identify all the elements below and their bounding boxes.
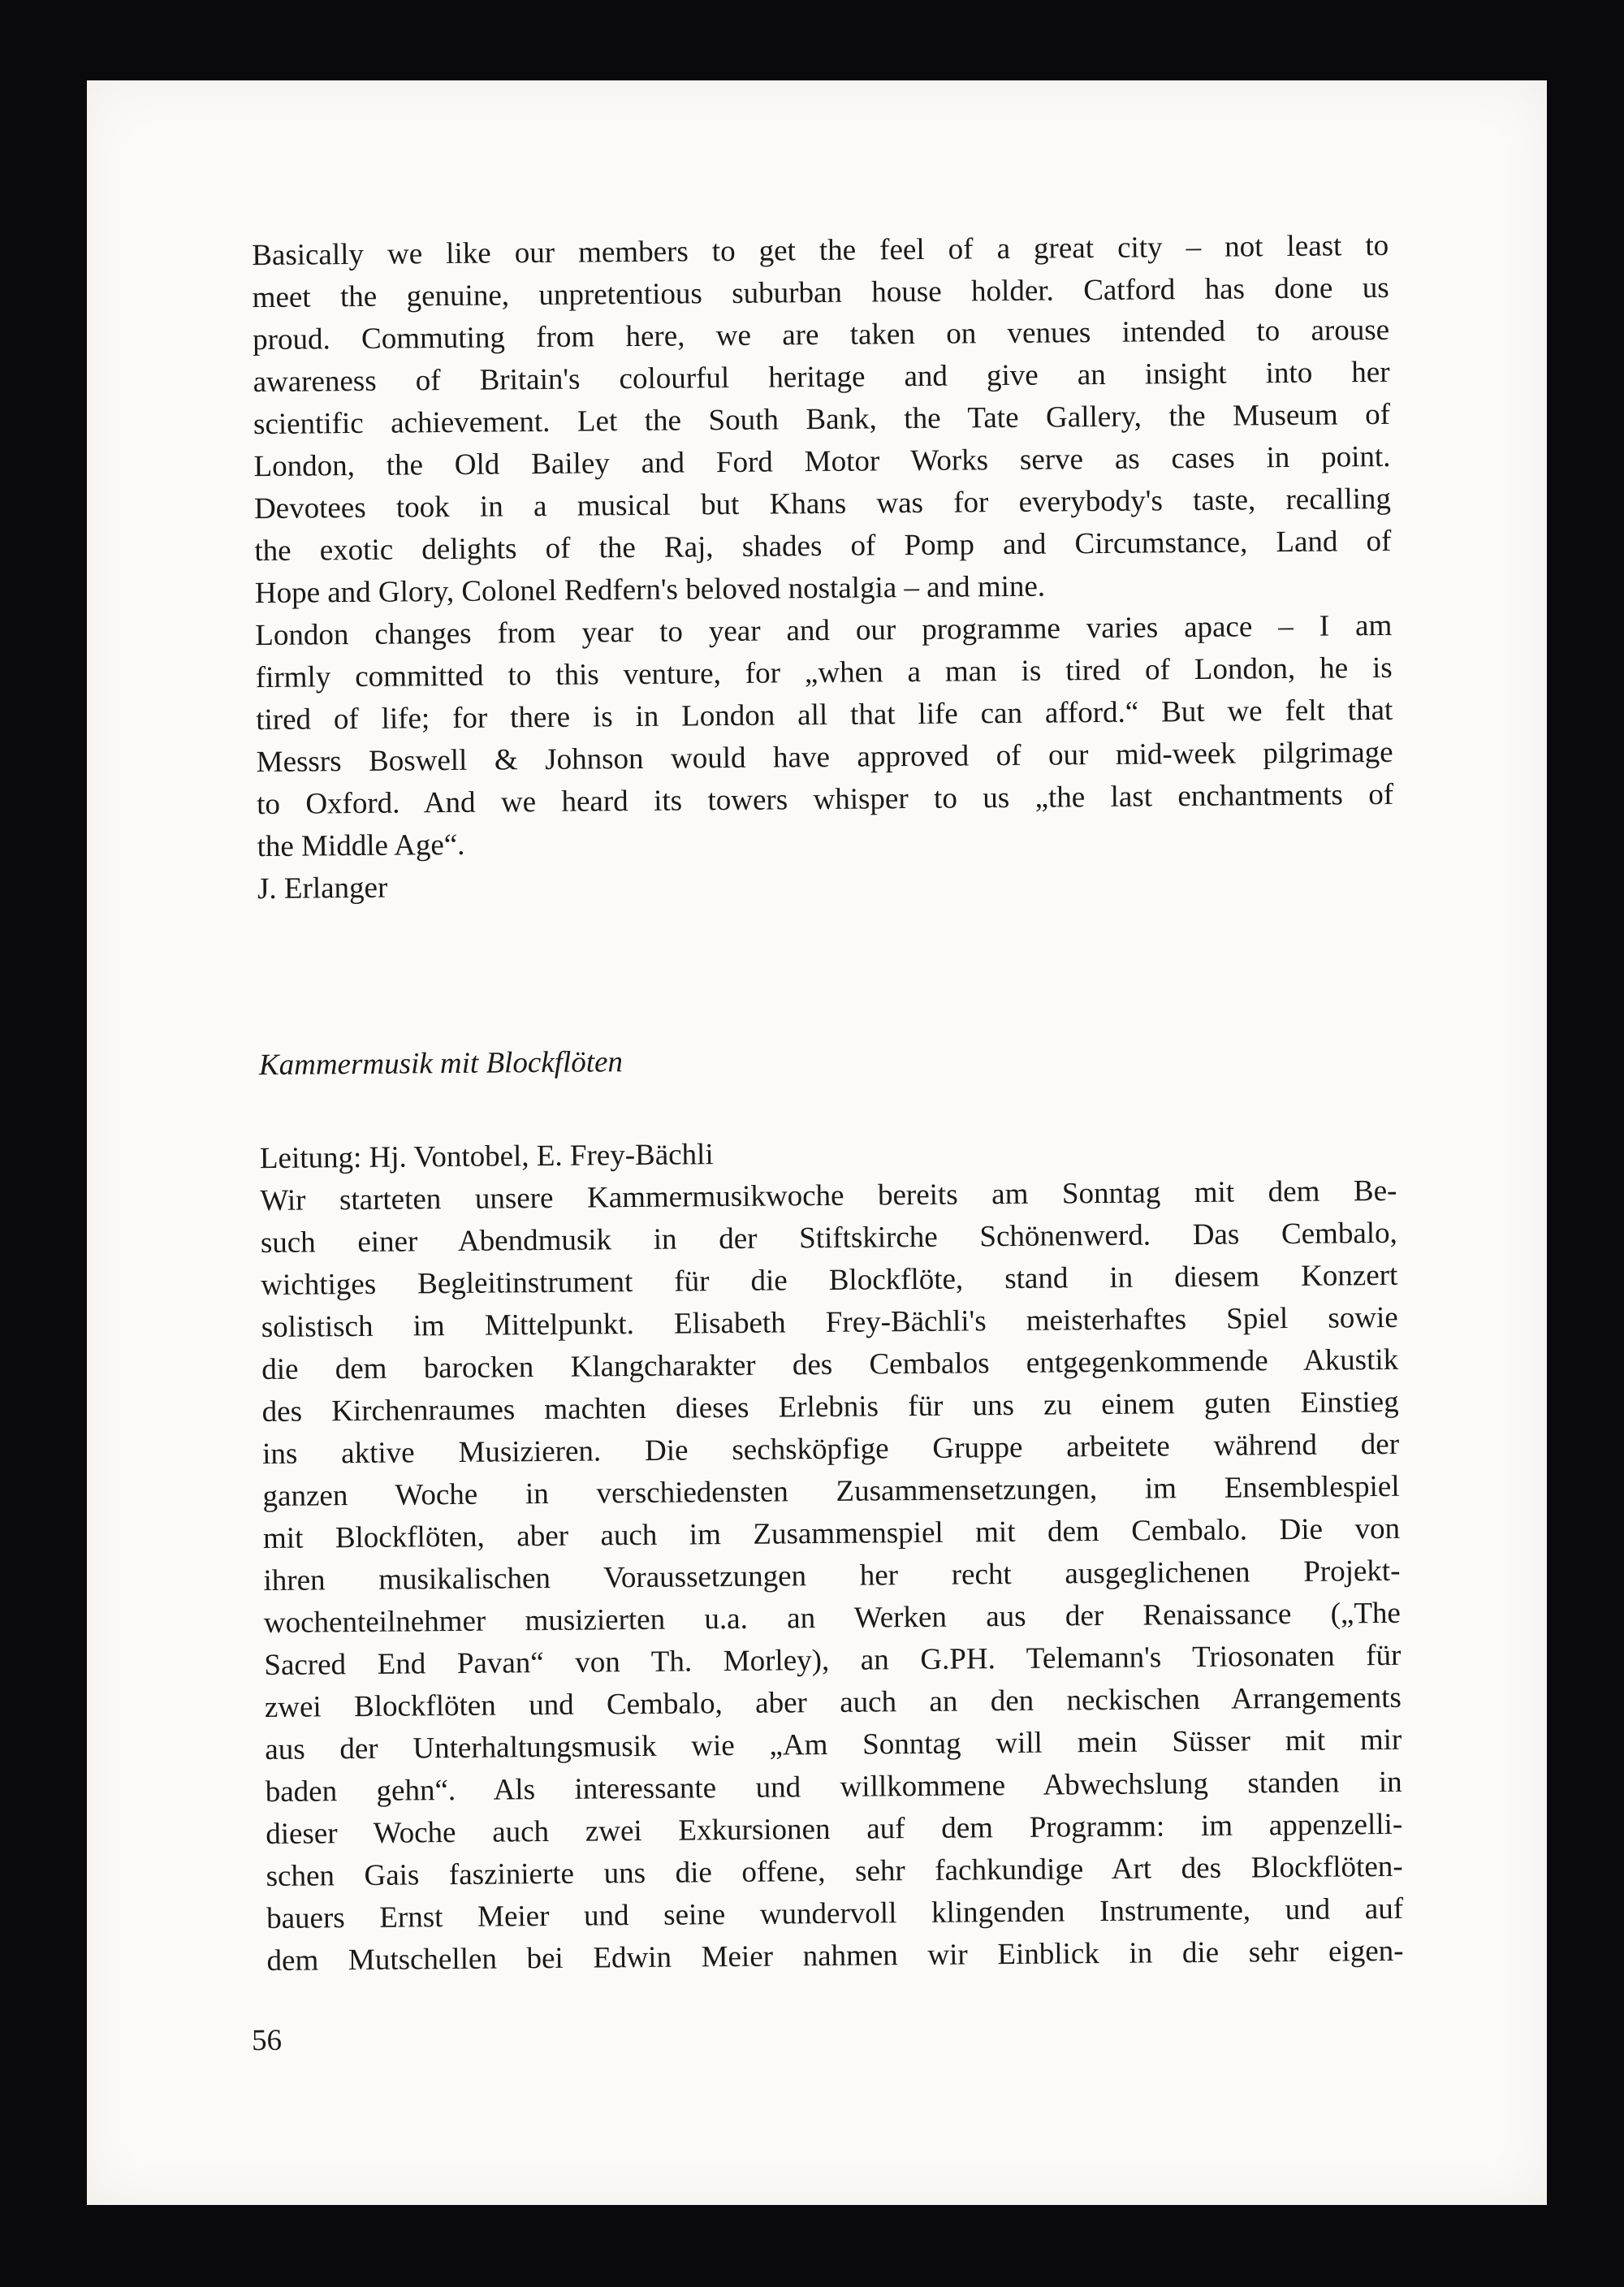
text-line: such einer Abendmusik in der Stiftskirche Schönenwerd. Das Cembalo, (260, 1216, 1397, 1260)
text-line: mit Blockflöten, aber auch im Zusammenspiel mit dem Cembalo. Die von (262, 1511, 1401, 1556)
author-signature: J. Erlanger (257, 871, 388, 906)
page-content (252, 225, 1404, 1982)
section-byline: Leitung: Hj. Vontobel, E. Frey-Bächli (259, 1138, 714, 1176)
text-line: tired of life; for there is in London all that life can afford.“ But we felt that (256, 693, 1393, 737)
text-line: Devotees took in a musical but Khans was for everybody's taste, recalling (253, 482, 1392, 526)
text-line: awareness of Britain's colourful heritage and give an insight into her (253, 355, 1390, 400)
text-line: to Oxford. And we heard its towers whisper to us „the last enchantments of (256, 777, 1394, 822)
page-number: 56 (251, 2023, 283, 2058)
text-line: zwei Blockflöten und Cembalo, aber auch an den neckischen Arrangements (264, 1680, 1402, 1725)
text-line: aus der Unterhaltungsmusik wie „Am Sonntag will mein Süsser mit mir (265, 1723, 1402, 1767)
text-line: the exotic delights of the Raj, shades of Pomp and Circumstance, Land of (254, 524, 1392, 569)
text-line: Sacred End Pavan“ von Th. Morley), an G.PH. Telemann's Triosonaten für (264, 1638, 1402, 1683)
text-line: proud. Commuting from here, we are taken on venues intended to arouse (252, 313, 1390, 357)
text-line: bauers Ernst Meier und seine wundervoll klingenden Instrumente, und auf (266, 1891, 1404, 1936)
text-line: London, the Old Bailey and Ford Motor Works serve as cases in point. (253, 439, 1391, 484)
text-line: London changes from year to year and our programme varies apace – I am (255, 608, 1393, 653)
text-line: ihren musikalischen Voraussetzungen her recht ausgeglichenen Projekt- (263, 1554, 1401, 1598)
text-line: ganzen Woche in verschiedensten Zusammensetzungen, im Ensemblespiel (262, 1469, 1400, 1514)
german-report-paragraph (260, 1170, 1404, 1982)
text-line: die dem barocken Klangcharakter des Cembalos entgegenkommende Akustik (261, 1342, 1399, 1387)
text-line: scientific achievement. Let the South Bank, the Tate Gallery, the Museum of (253, 397, 1391, 442)
text-line: wochenteilnehmer musizierten u.a. an Werken aus der Renaissance („The (263, 1596, 1402, 1641)
text-line: Hope and Glory, Colonel Redfern's beloved nostalgia – and mine. (254, 569, 1046, 611)
book-page (87, 80, 1547, 2205)
text-line: firmly committed to this venture, for „when a man is tired of London, he is (255, 651, 1393, 695)
english-report-paragraph (252, 225, 1394, 868)
text-line: wichtiges Begleitinstrument für die Blockflöte, stand in diesem Konzert (261, 1258, 1398, 1303)
text-line: schen Gais faszinierte uns die offene, sehr fachkundige Art des Blockflöten- (266, 1849, 1403, 1894)
section-heading: Kammermusik mit Blockflöten (258, 1045, 624, 1083)
text-line: baden gehn“. Als interessante und willkommene Abwechslung standen in (265, 1765, 1402, 1809)
text-line: des Kirchenraumes machten dieses Erlebnis für uns zu einem guten Einstieg (261, 1385, 1399, 1429)
text-line: ins aktive Musizieren. Die sechsköpfige Gruppe arbeitete während der (261, 1427, 1400, 1472)
text-line: meet the genuine, unpretentious suburban house holder. Catford has done us (252, 270, 1389, 315)
text-line: Wir starteten unsere Kammermusikwoche bereits am Sonntag mit dem Be- (260, 1174, 1397, 1218)
text-line: dem Mutschellen bei Edwin Meier nahmen wir Einblick in die sehr eigen- (266, 1934, 1404, 1978)
text-line: the Middle Age“. (257, 828, 465, 864)
text-line: dieser Woche auch zwei Exkursionen auf dem Programm: im appenzelli- (266, 1807, 1403, 1852)
text-line: Messrs Boswell & Johnson would have approved of our mid-week pilgrimage (256, 735, 1393, 780)
text-line: Basically we like our members to get the feel of a great city – not least to (252, 228, 1389, 273)
text-line: solistisch im Mittelpunkt. Elisabeth Frey-Bächli's meisterhaftes Spiel sowie (261, 1300, 1398, 1345)
